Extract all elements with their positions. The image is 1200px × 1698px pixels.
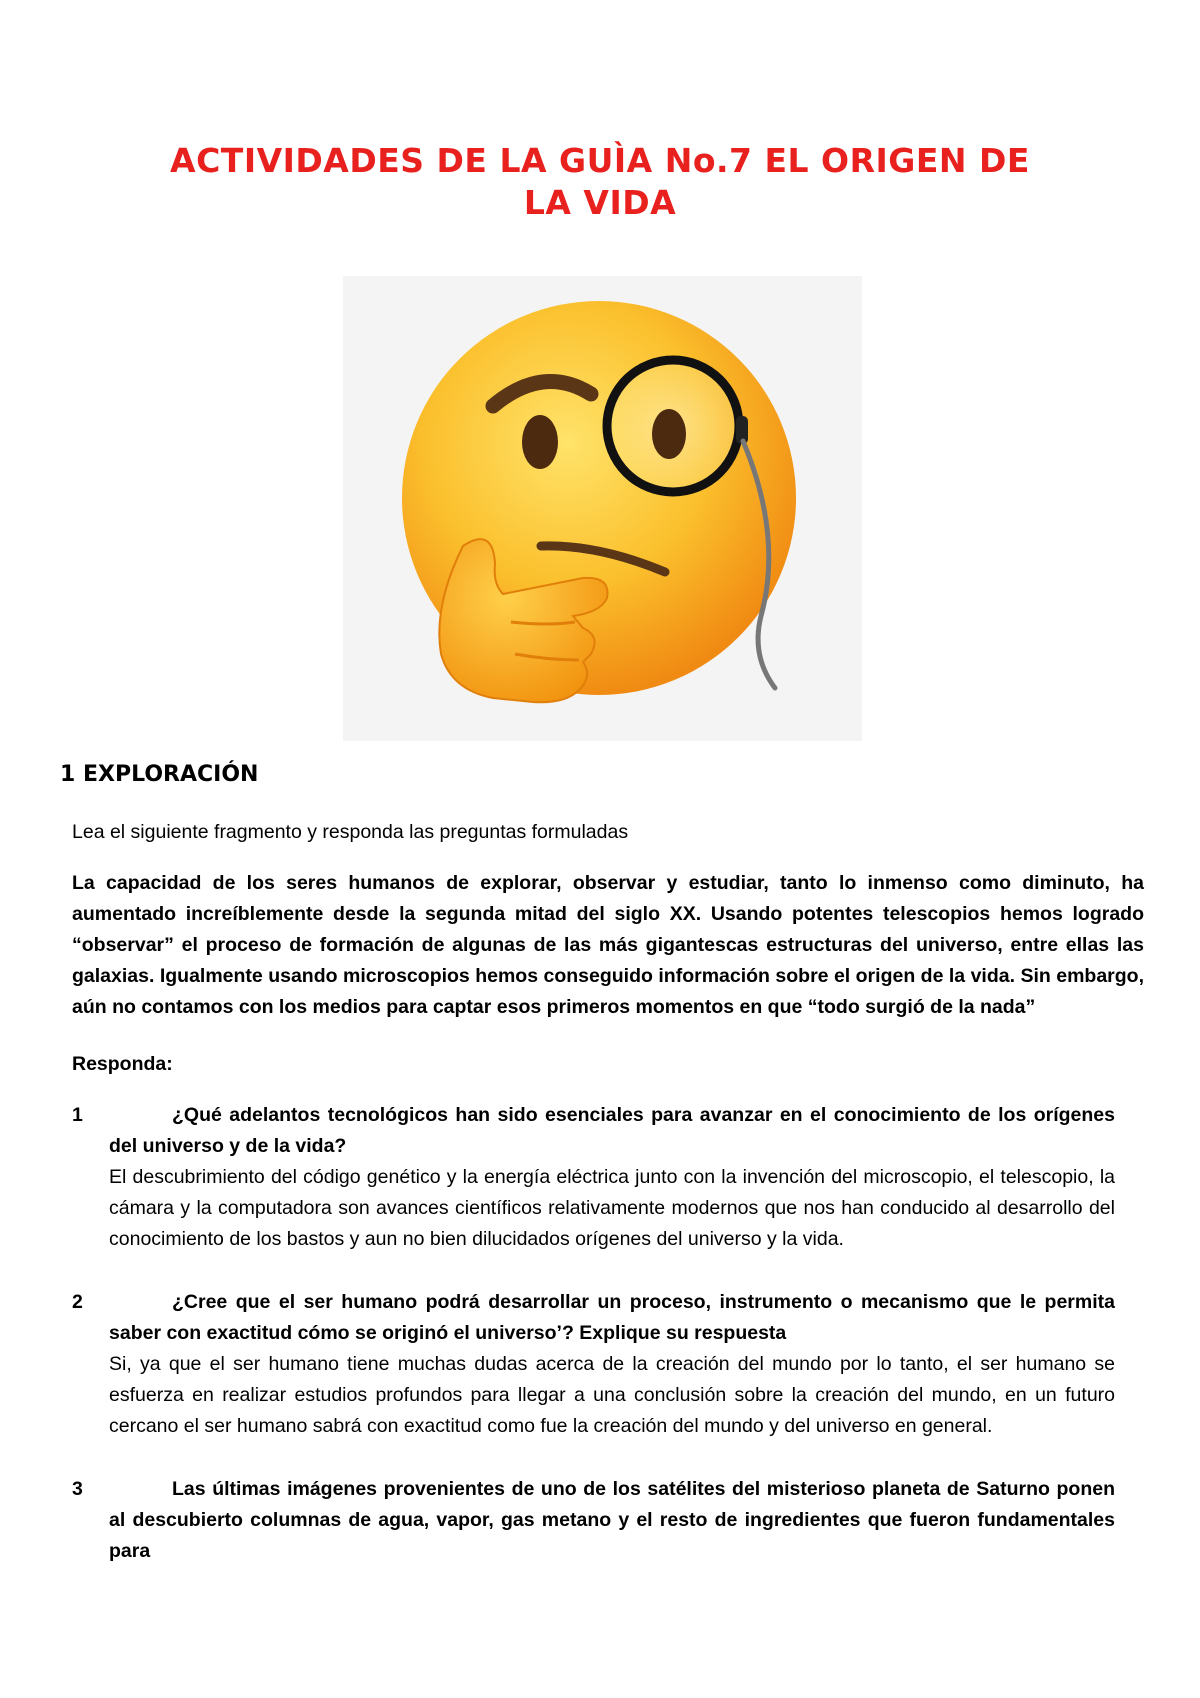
question-3 [109,1474,1115,1567]
section-heading: 1 EXPLORACIÓN [60,762,259,787]
intro-text: Lea el siguiente fragmento y responda las preguntas formuladas [72,821,629,843]
question-3-number: 3 [72,1478,83,1500]
answer-2-text: Si, ya que el ser humano tiene muchas dudas acerca de la creación del mundo por lo tanto, el ser humano se esfuerza en realizar estudios profundos para llegar a una conclusión sobre la creación del mundo, en un futuro cercano el ser humano sabrá con exactitud como fue la creación del mundo y del universo en general. [109,1353,1115,1437]
answer-1-text: El descubrimiento del código genético y la energía eléctrica junto con la invención del microscopio, el telescopio, la cámara y la computadora son avances científicos relativamente modernos que nos han conducido al desarrollo del conocimiento de los bastos y aun no bien dilucidados orígenes del universo y la vida. [109,1166,1115,1250]
question-3-text: Las últimas imágenes provenientes de uno de los satélites del misterioso planeta de Saturno ponen al descubierto columnas de agua, vapor, gas metano y el resto de ingredientes que fueron fundamentales para [109,1478,1115,1562]
question-1-number: 1 [72,1104,83,1126]
thinking-monocle-emoji-icon [343,276,862,741]
question-1 [109,1100,1115,1255]
question-2-text: ¿Cree que el ser humano podrá desarrollar un proceso, instrumento o mecanismo que le permita saber con exactitud cómo se originó el universo’? Explique su respuesta [109,1291,1115,1344]
page-title [0,140,1200,224]
title-line-2: LA VIDA [523,183,677,222]
question-2 [109,1287,1115,1442]
question-1-text: ¿Qué adelantos tecnológicos han sido esenciales para avanzar en el conocimiento de los orígenes del universo y de la vida? [109,1104,1115,1157]
fragment-paragraph: La capacidad de los seres humanos de explorar, observar y estudiar, tanto lo inmenso como diminuto, ha aumentado increíblemente desde la segunda mitad del siglo XX. Usando potentes telescopios hemos logrado “observar” el proceso de formación de algunas de las más gigantescas estructuras del universo, entre ellas las galaxias. Igualmente usando microscopios hemos conseguido información sobre el origen de la vida. Sin embargo, aún no contamos con los medios para captar esos primeros momentos en que “todo surgió de la nada” [72,872,1144,1018]
title-line-1: ACTIVIDADES DE LA GUÌA No.7 EL ORIGEN DE [170,141,1030,180]
question-2-number: 2 [72,1291,83,1313]
responda-label: Responda: [72,1053,173,1075]
